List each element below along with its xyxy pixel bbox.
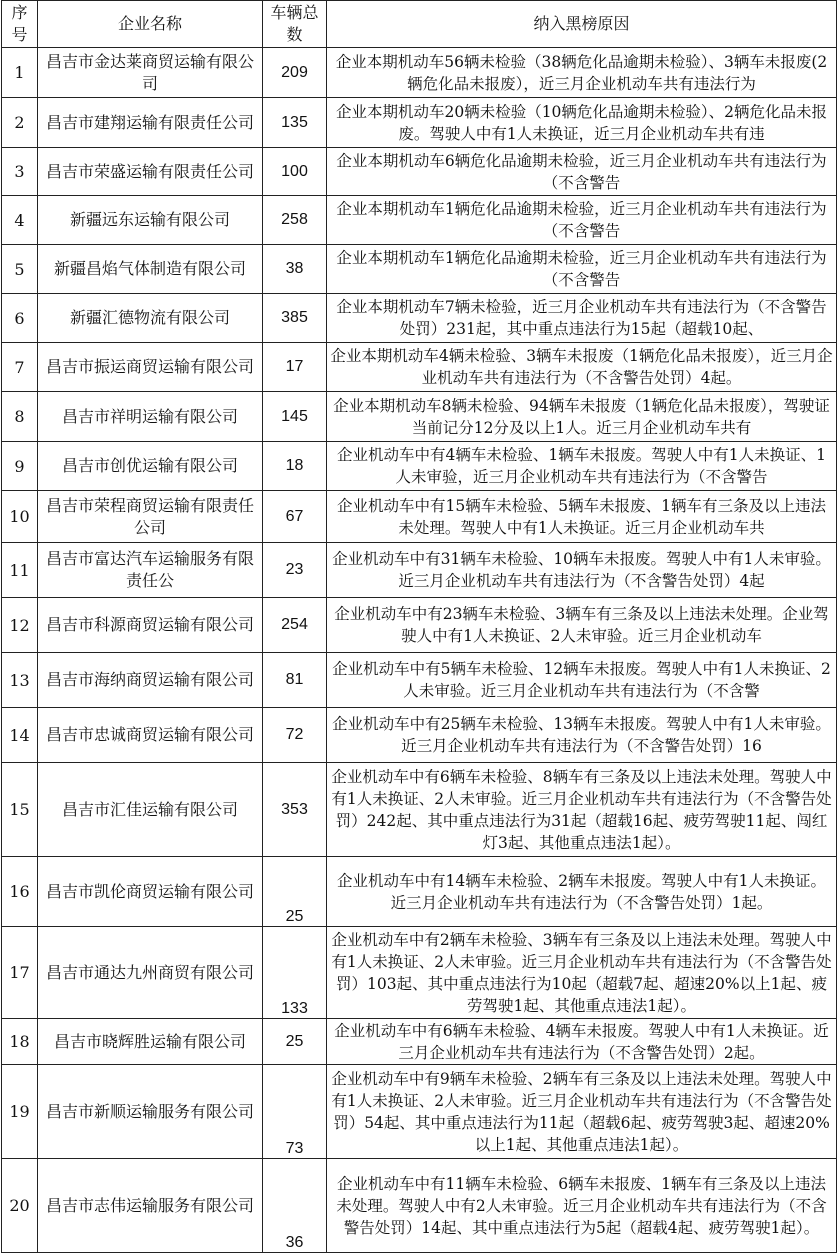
vehicle-count: 353 xyxy=(263,763,327,857)
table-row xyxy=(2,653,837,708)
company-name-text: 昌吉市新顺运输服务有限公司 xyxy=(45,1101,254,1121)
company-name xyxy=(38,442,263,491)
table-row xyxy=(2,392,837,442)
table-row xyxy=(2,442,837,491)
blacklist-reason xyxy=(327,708,837,763)
vehicle-count: 73 xyxy=(263,1065,327,1159)
table-row xyxy=(2,343,837,392)
company-name xyxy=(38,653,263,708)
company-name-text: 新疆汇德物流有限公司 xyxy=(69,308,230,327)
company-name xyxy=(38,598,263,653)
row-seq: 5 xyxy=(2,245,38,294)
table-row xyxy=(2,857,837,927)
blacklist-reason xyxy=(327,927,837,1019)
table-body xyxy=(2,48,837,1253)
table-row xyxy=(2,1019,837,1065)
blacklist-reason-text: 企业本期机动车8辆未检验、94辆车未报废（1辆危化品未报废），驾驶证当前记分12分及以上1人。近三月企业机动车共有 xyxy=(333,396,830,437)
table-row xyxy=(2,927,837,1019)
row-seq: 8 xyxy=(2,392,38,442)
row-seq: 6 xyxy=(2,294,38,343)
blacklist-reason-text: 企业机动车中有23辆车未检验、3辆车有三条及以上违法未处理。企业驾驶人中有1人未换证、2人未审验。近三月企业机动车 xyxy=(334,605,829,645)
blacklist-reason-text: 企业机动车中有15辆车未检验、5辆车未报废、1辆车有三条及以上违法未处理。驾驶人中有1人未换证。近三月企业机动车共 xyxy=(337,496,826,537)
blacklist-reason-text: 企业本期机动车20辆未检验（10辆危化品逾期未检验）、2辆危化品未报废。驾驶人中有1人未换证，近三月企业机动车共有违 xyxy=(335,102,828,143)
table-row xyxy=(2,245,837,294)
blacklist-reason xyxy=(327,763,837,857)
blacklist-reason xyxy=(327,196,837,245)
blacklist-reason xyxy=(327,148,837,196)
company-name xyxy=(38,1065,263,1159)
company-name-text: 昌吉市荣盛运输有限责任公司 xyxy=(45,161,254,181)
company-name xyxy=(38,294,263,343)
row-seq: 9 xyxy=(2,442,38,491)
company-name xyxy=(38,927,263,1019)
row-seq: 14 xyxy=(2,708,38,763)
blacklist-reason-text: 企业机动车中有6辆车未检验、4辆车未报废。驾驶人中有1人未换证。近三月企业机动车共有违法行为（不含警告处罚）2起。 xyxy=(334,1021,829,1062)
blacklist-reason xyxy=(327,245,837,294)
company-name-text: 昌吉市忠诚商贸运输有限公司 xyxy=(45,725,254,744)
blacklist-reason-text: 企业机动车中有11辆车未检验、6辆车未报废、1辆车有三条及以上违法未处理。驾驶人中有2人未审验。近三月企业机动车共有违法行为（不含警告处罚）14起、其中重点违法行为5起（超载4起、疲劳驾驶1起）。 xyxy=(336,1174,827,1237)
company-name-text: 新疆昌焰气体制造有限公司 xyxy=(53,259,246,278)
company-name xyxy=(38,98,263,148)
blacklist-reason-text: 企业本期机动车6辆危化品逾期未检验，近三月企业机动车共有违法行为（不含警告 xyxy=(336,151,827,192)
header-company: 企业名称 xyxy=(38,1,263,48)
company-name-text: 昌吉市通达九州商贸有限公司 xyxy=(45,962,254,982)
company-name-text: 昌吉市荣程商贸运输有限责任公司 xyxy=(45,495,254,537)
blacklist-reason xyxy=(327,598,837,653)
vehicle-count: 25 xyxy=(263,857,327,927)
company-name xyxy=(38,245,263,294)
blacklist-reason-text: 企业本期机动车7辆未检验，近三月企业机动车共有违法行为（不含警告处罚）231起，其中重点违法行为15起（超载10起、 xyxy=(336,298,827,338)
row-seq: 19 xyxy=(2,1065,38,1159)
row-seq: 2 xyxy=(2,98,38,148)
company-name-text: 昌吉市金达莱商贸运输有限公司 xyxy=(45,51,254,93)
company-name-text: 昌吉市海纳商贸运输有限公司 xyxy=(45,670,254,689)
company-name xyxy=(38,1019,263,1065)
table-row xyxy=(2,98,837,148)
row-seq: 4 xyxy=(2,196,38,245)
blacklist-reason-text: 企业机动车中有4辆车未检验、1辆车未报废。驾驶人中有1人未换证、1人未审验，近三月企业机动车共有违法行为（不含警告 xyxy=(337,446,826,486)
company-name xyxy=(38,196,263,245)
company-name-text: 昌吉市晓辉胜运输有限公司 xyxy=(53,1031,246,1051)
row-seq: 15 xyxy=(2,763,38,857)
blacklist-reason xyxy=(327,392,837,442)
vehicle-count: 385 xyxy=(263,294,327,343)
table-row xyxy=(2,196,837,245)
vehicle-count: 209 xyxy=(263,48,327,98)
table-row xyxy=(2,294,837,343)
company-name xyxy=(38,708,263,763)
company-name xyxy=(38,392,263,442)
vehicle-count: 258 xyxy=(263,196,327,245)
blacklist-reason-text: 企业机动车中有25辆车未检验、13辆车未报废。驾驶人中有1人未审验。近三月企业机动车共有违法行为（不含警告处罚）16 xyxy=(332,715,831,755)
blacklist-reason-text: 企业机动车中有31辆车未检验、10辆车未报废。驾驶人中有1人未审验。近三月企业机动车共有违法行为（不含警告处罚）4起 xyxy=(332,550,831,590)
blacklist-reason-text: 企业本期机动车1辆危化品逾期未检验，近三月企业机动车共有违法行为（不含警告 xyxy=(336,200,827,240)
blacklist-reason-text: 企业机动车中有2辆车未检验、3辆车有三条及以上违法未处理。驾驶人中有1人未换证、2人未审验。近三月企业机动车共有违法行为（不含警告处罚）103起、其中重点违法行为10起（超载7起、超速20%以上1起、疲劳驾驶1起、其他重点违法1起）。 xyxy=(331,930,832,1015)
vehicle-count: 72 xyxy=(263,708,327,763)
company-name xyxy=(38,763,263,857)
table-row xyxy=(2,763,837,857)
blacklist-reason xyxy=(327,1065,837,1159)
blacklist-reason-text: 企业机动车中有9辆车未检验、2辆车有三条及以上违法未处理。驾驶人中有1人未换证、2人未审验。近三月企业机动车共有违法行为（不含警告处罚）54起、其中重点违法行为11起（超载6起、疲劳驾驶3起、超速20%以上1起、其他重点违法1起）。 xyxy=(331,1069,832,1154)
company-name xyxy=(38,343,263,392)
vehicle-count: 135 xyxy=(263,98,327,148)
vehicle-count: 100 xyxy=(263,148,327,196)
blacklist-table xyxy=(1,0,837,1253)
row-seq: 13 xyxy=(2,653,38,708)
company-name-text: 昌吉市志伟运输服务有限公司 xyxy=(45,1195,254,1215)
company-name-text: 昌吉市富达汽车运输服务有限责任公 xyxy=(45,549,254,590)
row-seq: 3 xyxy=(2,148,38,196)
blacklist-reason-text: 企业本期机动车1辆危化品逾期未检验，近三月企业机动车共有违法行为（不含警告 xyxy=(336,249,827,289)
blacklist-reason xyxy=(327,48,837,98)
header-reason: 纳入黑榜原因 xyxy=(327,1,837,48)
blacklist-reason xyxy=(327,1159,837,1253)
table-row xyxy=(2,1065,837,1159)
vehicle-count: 17 xyxy=(263,343,327,392)
blacklist-reason-text: 企业机动车中有5辆车未检验、12辆车未报废。驾驶人中有1人未换证、2人未审验。近三月企业机动车共有违法行为（不含警 xyxy=(332,660,831,700)
blacklist-reason xyxy=(327,294,837,343)
company-name-text: 昌吉市汇佳运输有限公司 xyxy=(61,799,238,819)
blacklist-reason xyxy=(327,98,837,148)
vehicle-count: 36 xyxy=(263,1159,327,1253)
blacklist-reason xyxy=(327,653,837,708)
header-row xyxy=(2,1,837,48)
company-name-text: 昌吉市科源商贸运输有限公司 xyxy=(45,615,254,634)
blacklist-reason xyxy=(327,491,837,543)
vehicle-count: 81 xyxy=(263,653,327,708)
company-name-text: 昌吉市创优运输有限公司 xyxy=(61,456,238,475)
company-name xyxy=(38,148,263,196)
row-seq: 17 xyxy=(2,927,38,1019)
company-name xyxy=(38,857,263,927)
table-row xyxy=(2,708,837,763)
blacklist-reason xyxy=(327,857,837,927)
company-name xyxy=(38,543,263,598)
company-name-text: 昌吉市建翔运输有限责任公司 xyxy=(45,112,254,132)
vehicle-count: 133 xyxy=(263,927,327,1019)
vehicle-count: 25 xyxy=(263,1019,327,1065)
blacklist-reason-text: 企业本期机动车56辆未检验（38辆危化品逾期未检验）、3辆车未报废(2辆危化品未报废），近三月企业机动车共有违法行为 xyxy=(335,52,828,93)
vehicle-count: 23 xyxy=(263,543,327,598)
blacklist-reason-text: 企业机动车中有14辆车未检验、2辆车未报废。驾驶人中有1人未换证。近三月企业机动车共有违法行为（不含警告处罚）1起。 xyxy=(337,871,826,912)
blacklist-reason xyxy=(327,543,837,598)
vehicle-count: 254 xyxy=(263,598,327,653)
blacklist-reason xyxy=(327,442,837,491)
blacklist-reason-text: 企业本期机动车4辆未检验、3辆车未报废（1辆危化品未报废），近三月企业机动车共有违法行为（不含警告处罚）4起。 xyxy=(330,347,833,387)
header-seq: 序号 xyxy=(2,1,38,48)
table-row xyxy=(2,1159,837,1253)
row-seq: 10 xyxy=(2,491,38,543)
company-name xyxy=(38,491,263,543)
row-seq: 12 xyxy=(2,598,38,653)
company-name-text: 新疆远东运输有限公司 xyxy=(69,210,230,229)
company-name-text: 昌吉市祥明运输有限公司 xyxy=(61,406,238,426)
table-row xyxy=(2,491,837,543)
row-seq: 16 xyxy=(2,857,38,927)
row-seq: 11 xyxy=(2,543,38,598)
blacklist-reason-text: 企业机动车中有6辆车未检验、8辆车有三条及以上违法未处理。驾驶人中有1人未换证、2人未审验。近三月企业机动车共有违法行为（不含警告处罚）242起、其中重点违法行为31起（超载16起、疲劳驾驶11起、闯红灯3起、其他重点违法1起）。 xyxy=(331,767,832,852)
vehicle-count: 67 xyxy=(263,491,327,543)
row-seq: 1 xyxy=(2,48,38,98)
vehicle-count: 145 xyxy=(263,392,327,442)
table-row xyxy=(2,148,837,196)
row-seq: 20 xyxy=(2,1159,38,1253)
company-name-text: 昌吉市凯伦商贸运输有限公司 xyxy=(45,881,254,901)
table-row xyxy=(2,598,837,653)
company-name-text: 昌吉市振运商贸运输有限公司 xyxy=(45,357,254,376)
company-name xyxy=(38,48,263,98)
row-seq: 18 xyxy=(2,1019,38,1065)
blacklist-reason xyxy=(327,343,837,392)
vehicle-count: 18 xyxy=(263,442,327,491)
row-seq: 7 xyxy=(2,343,38,392)
table-row xyxy=(2,48,837,98)
blacklist-reason xyxy=(327,1019,837,1065)
company-name xyxy=(38,1159,263,1253)
vehicle-count: 38 xyxy=(263,245,327,294)
header-vehicles: 车辆总数 xyxy=(263,1,327,48)
table-row xyxy=(2,543,837,598)
